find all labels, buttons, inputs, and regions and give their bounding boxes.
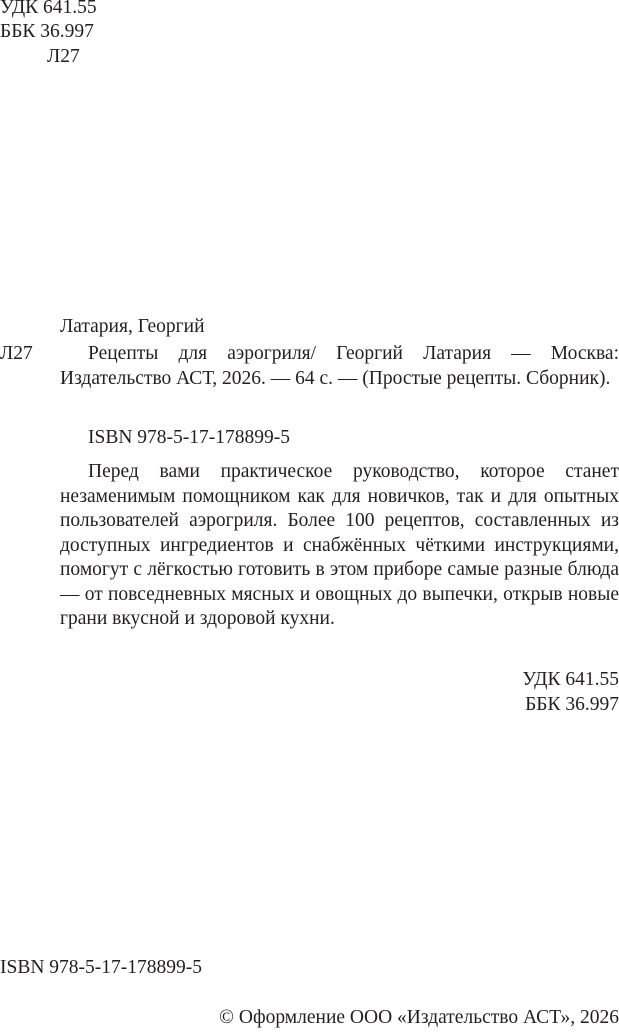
author-mark-top: Л27 (47, 46, 80, 67)
author-heading: Латария, Георгий (60, 316, 205, 337)
annotation: Перед вами практическое руководство, которое станет незаменимым помощником как для новичков, так и для опытных пользователей аэрогриля. Более 100 рецептов, составленных из доступных ингредиентов и снабжённых чёткими инструкциями, помогут с лёгкостью готовить в этом приборе самые разные блюда — от повседневных мясных и овощных до выпечки, открыв новые грани вкусной и здоровой кухни. (60, 461, 619, 629)
isbn-record: ISBN 978-5-17-178899-5 (88, 427, 291, 448)
bbk-code: ББК 36.997 (525, 694, 619, 715)
udk-code-top: УДК 641.55 (0, 0, 97, 18)
bbk-code-top: ББК 36.997 (0, 21, 94, 42)
isbn-footer: ISBN 978-5-17-178899-5 (0, 957, 203, 978)
copyright-notice: © Оформление ООО «Издательство АСТ», 2026 (219, 1007, 619, 1028)
bibliographic-description: Рецепты для аэрогриля/ Георгий Латария — Москва: Издательство АСТ, 2026. — 64 с. — (Простые рецепты. Сборник). (60, 343, 619, 389)
udk-code: УДК 641.55 (522, 669, 619, 690)
author-mark: Л27 (0, 343, 33, 364)
